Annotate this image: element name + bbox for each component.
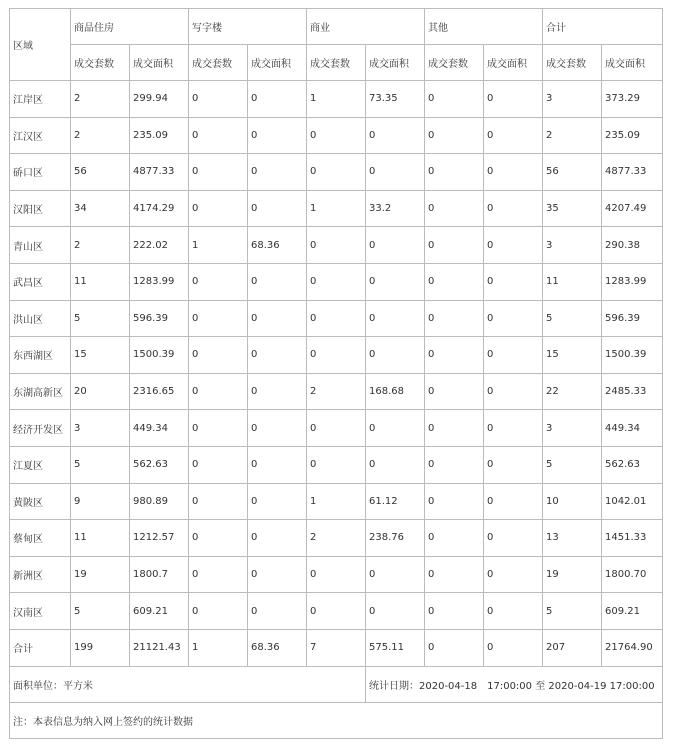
cell: 35 bbox=[543, 190, 602, 227]
cell: 0 bbox=[484, 483, 543, 520]
cell: 0 bbox=[248, 446, 307, 483]
cell: 5 bbox=[543, 446, 602, 483]
cell: 2 bbox=[543, 117, 602, 154]
header-row-groups bbox=[10, 9, 663, 45]
group-header-residential: 商品住房 bbox=[71, 9, 189, 45]
region-name: 汉阳区 bbox=[10, 190, 71, 227]
cell: 3 bbox=[543, 410, 602, 447]
cell: 2 bbox=[71, 117, 130, 154]
cell: 596.39 bbox=[130, 300, 189, 337]
cell: 0 bbox=[248, 154, 307, 191]
cell: 0 bbox=[189, 593, 248, 630]
cell: 2 bbox=[71, 81, 130, 118]
region-header: 区域 bbox=[10, 9, 71, 81]
cell: 235.09 bbox=[130, 117, 189, 154]
cell: 0 bbox=[189, 410, 248, 447]
cell: 0 bbox=[425, 483, 484, 520]
cell: 4877.33 bbox=[602, 154, 663, 191]
cell: 0 bbox=[307, 117, 366, 154]
subheader-area: 成交面积 bbox=[484, 45, 543, 81]
cell: 0 bbox=[366, 337, 425, 374]
cell: 1283.99 bbox=[130, 263, 189, 300]
cell: 0 bbox=[425, 227, 484, 264]
cell: 7 bbox=[307, 629, 366, 666]
region-name: 江岸区 bbox=[10, 81, 71, 118]
cell: 0 bbox=[484, 154, 543, 191]
cell: 0 bbox=[366, 556, 425, 593]
cell: 22 bbox=[543, 373, 602, 410]
cell: 9 bbox=[71, 483, 130, 520]
cell: 609.21 bbox=[602, 593, 663, 630]
table-row bbox=[10, 227, 663, 264]
cell: 0 bbox=[307, 337, 366, 374]
group-header-office: 写字楼 bbox=[189, 9, 307, 45]
cell: 0 bbox=[425, 446, 484, 483]
table-row bbox=[10, 154, 663, 191]
cell: 0 bbox=[425, 81, 484, 118]
cell: 3 bbox=[543, 227, 602, 264]
cell: 1 bbox=[189, 227, 248, 264]
cell: 3 bbox=[543, 81, 602, 118]
cell: 0 bbox=[484, 593, 543, 630]
cell: 168.68 bbox=[366, 373, 425, 410]
cell: 0 bbox=[484, 556, 543, 593]
cell: 449.34 bbox=[130, 410, 189, 447]
cell: 0 bbox=[425, 520, 484, 557]
cell: 2 bbox=[71, 227, 130, 264]
area-unit-note: 面积单位：平方米 bbox=[10, 666, 366, 702]
cell: 0 bbox=[248, 556, 307, 593]
table-row bbox=[10, 593, 663, 630]
total-label: 合计 bbox=[10, 629, 71, 666]
footer-row bbox=[10, 666, 663, 702]
cell: 0 bbox=[189, 190, 248, 227]
cell: 222.02 bbox=[130, 227, 189, 264]
cell: 0 bbox=[366, 593, 425, 630]
group-header-total: 合计 bbox=[543, 9, 663, 45]
cell: 0 bbox=[189, 81, 248, 118]
cell: 5 bbox=[543, 300, 602, 337]
cell: 0 bbox=[484, 373, 543, 410]
cell: 56 bbox=[543, 154, 602, 191]
cell: 0 bbox=[484, 117, 543, 154]
region-name: 经济开发区 bbox=[10, 410, 71, 447]
region-name: 新洲区 bbox=[10, 556, 71, 593]
region-name: 洪山区 bbox=[10, 300, 71, 337]
cell: 0 bbox=[189, 446, 248, 483]
cell: 0 bbox=[484, 190, 543, 227]
region-name: 东西湖区 bbox=[10, 337, 71, 374]
cell: 56 bbox=[71, 154, 130, 191]
cell: 0 bbox=[425, 556, 484, 593]
cell: 0 bbox=[189, 337, 248, 374]
subheader-area: 成交面积 bbox=[248, 45, 307, 81]
cell: 0 bbox=[248, 520, 307, 557]
cell: 238.76 bbox=[366, 520, 425, 557]
region-name: 青山区 bbox=[10, 227, 71, 264]
cell: 0 bbox=[425, 629, 484, 666]
cell: 4877.33 bbox=[130, 154, 189, 191]
note-row bbox=[10, 702, 663, 738]
cell: 299.94 bbox=[130, 81, 189, 118]
cell: 0 bbox=[425, 410, 484, 447]
subheader-count: 成交套数 bbox=[189, 45, 248, 81]
cell: 0 bbox=[425, 117, 484, 154]
cell: 0 bbox=[366, 227, 425, 264]
cell: 2316.65 bbox=[130, 373, 189, 410]
cell: 1 bbox=[189, 629, 248, 666]
cell: 0 bbox=[307, 593, 366, 630]
cell: 1 bbox=[307, 483, 366, 520]
table-row bbox=[10, 337, 663, 374]
cell: 0 bbox=[484, 81, 543, 118]
region-name: 硚口区 bbox=[10, 154, 71, 191]
cell: 0 bbox=[307, 227, 366, 264]
cell: 0 bbox=[307, 300, 366, 337]
cell: 73.35 bbox=[366, 81, 425, 118]
subheader-area: 成交面积 bbox=[366, 45, 425, 81]
cell: 21121.43 bbox=[130, 629, 189, 666]
cell: 0 bbox=[425, 154, 484, 191]
stat-date: 统计日期：2020-04-18 17:00:00 至 2020-04-19 17:00:00 bbox=[366, 666, 663, 702]
cell: 0 bbox=[248, 300, 307, 337]
cell: 0 bbox=[189, 373, 248, 410]
table-row bbox=[10, 483, 663, 520]
cell: 4174.29 bbox=[130, 190, 189, 227]
cell: 0 bbox=[307, 556, 366, 593]
cell: 15 bbox=[543, 337, 602, 374]
cell: 1 bbox=[307, 81, 366, 118]
cell: 0 bbox=[189, 263, 248, 300]
cell: 3 bbox=[71, 410, 130, 447]
cell: 562.63 bbox=[130, 446, 189, 483]
cell: 0 bbox=[425, 337, 484, 374]
group-header-commercial: 商业 bbox=[307, 9, 425, 45]
cell: 0 bbox=[307, 263, 366, 300]
cell: 0 bbox=[366, 410, 425, 447]
cell: 1500.39 bbox=[130, 337, 189, 374]
cell: 0 bbox=[484, 520, 543, 557]
cell: 0 bbox=[248, 373, 307, 410]
cell: 19 bbox=[71, 556, 130, 593]
table-row bbox=[10, 410, 663, 447]
region-name: 武昌区 bbox=[10, 263, 71, 300]
subheader-count: 成交套数 bbox=[425, 45, 484, 81]
region-name: 蔡甸区 bbox=[10, 520, 71, 557]
cell: 0 bbox=[425, 373, 484, 410]
cell: 0 bbox=[248, 593, 307, 630]
cell: 0 bbox=[307, 410, 366, 447]
cell: 575.11 bbox=[366, 629, 425, 666]
cell: 0 bbox=[248, 190, 307, 227]
cell: 1212.57 bbox=[130, 520, 189, 557]
subheader-area: 成交面积 bbox=[602, 45, 663, 81]
cell: 0 bbox=[248, 337, 307, 374]
cell: 1 bbox=[307, 190, 366, 227]
header-row-sub bbox=[10, 45, 663, 81]
cell: 0 bbox=[248, 483, 307, 520]
cell: 0 bbox=[366, 263, 425, 300]
cell: 0 bbox=[307, 446, 366, 483]
subheader-count: 成交套数 bbox=[71, 45, 130, 81]
cell: 0 bbox=[484, 227, 543, 264]
cell: 0 bbox=[366, 154, 425, 191]
region-name: 黄陂区 bbox=[10, 483, 71, 520]
cell: 562.63 bbox=[602, 446, 663, 483]
cell: 5 bbox=[71, 300, 130, 337]
table-row bbox=[10, 373, 663, 410]
cell: 68.36 bbox=[248, 629, 307, 666]
cell: 5 bbox=[543, 593, 602, 630]
cell: 21764.90 bbox=[602, 629, 663, 666]
cell: 19 bbox=[543, 556, 602, 593]
cell: 0 bbox=[425, 593, 484, 630]
subheader-count: 成交套数 bbox=[307, 45, 366, 81]
cell: 0 bbox=[366, 446, 425, 483]
table-row bbox=[10, 520, 663, 557]
cell: 1800.70 bbox=[602, 556, 663, 593]
table-row bbox=[10, 263, 663, 300]
table-row bbox=[10, 81, 663, 118]
cell: 15 bbox=[71, 337, 130, 374]
cell: 0 bbox=[248, 263, 307, 300]
cell: 449.34 bbox=[602, 410, 663, 447]
cell: 0 bbox=[248, 117, 307, 154]
region-name: 汉南区 bbox=[10, 593, 71, 630]
cell: 0 bbox=[307, 154, 366, 191]
cell: 0 bbox=[189, 154, 248, 191]
cell: 13 bbox=[543, 520, 602, 557]
cell: 5 bbox=[71, 593, 130, 630]
cell: 2 bbox=[307, 520, 366, 557]
cell: 11 bbox=[543, 263, 602, 300]
cell: 290.38 bbox=[602, 227, 663, 264]
cell: 0 bbox=[484, 263, 543, 300]
cell: 0 bbox=[484, 300, 543, 337]
cell: 1800.7 bbox=[130, 556, 189, 593]
group-header-other: 其他 bbox=[425, 9, 543, 45]
subheader-count: 成交套数 bbox=[543, 45, 602, 81]
cell: 0 bbox=[484, 337, 543, 374]
cell: 235.09 bbox=[602, 117, 663, 154]
table-note: 注：本表信息为纳入网上签约的统计数据 bbox=[10, 702, 663, 738]
cell: 0 bbox=[189, 300, 248, 337]
cell: 68.36 bbox=[248, 227, 307, 264]
cell: 1451.33 bbox=[602, 520, 663, 557]
cell: 0 bbox=[189, 483, 248, 520]
table-row bbox=[10, 300, 663, 337]
cell: 2 bbox=[307, 373, 366, 410]
cell: 11 bbox=[71, 263, 130, 300]
cell: 1042.01 bbox=[602, 483, 663, 520]
table-row bbox=[10, 117, 663, 154]
cell: 0 bbox=[248, 81, 307, 118]
cell: 0 bbox=[484, 629, 543, 666]
subheader-area: 成交面积 bbox=[130, 45, 189, 81]
region-name: 江汉区 bbox=[10, 117, 71, 154]
cell: 4207.49 bbox=[602, 190, 663, 227]
cell: 373.29 bbox=[602, 81, 663, 118]
table-row bbox=[10, 446, 663, 483]
total-row bbox=[10, 629, 663, 666]
region-name: 东湖高新区 bbox=[10, 373, 71, 410]
cell: 980.89 bbox=[130, 483, 189, 520]
cell: 5 bbox=[71, 446, 130, 483]
cell: 11 bbox=[71, 520, 130, 557]
cell: 0 bbox=[484, 410, 543, 447]
cell: 609.21 bbox=[130, 593, 189, 630]
cell: 0 bbox=[425, 300, 484, 337]
table-row bbox=[10, 556, 663, 593]
cell: 33.2 bbox=[366, 190, 425, 227]
cell: 34 bbox=[71, 190, 130, 227]
cell: 61.12 bbox=[366, 483, 425, 520]
cell: 0 bbox=[425, 263, 484, 300]
cell: 0 bbox=[189, 520, 248, 557]
cell: 2485.33 bbox=[602, 373, 663, 410]
cell: 1500.39 bbox=[602, 337, 663, 374]
cell: 10 bbox=[543, 483, 602, 520]
cell: 207 bbox=[543, 629, 602, 666]
cell: 199 bbox=[71, 629, 130, 666]
cell: 0 bbox=[189, 117, 248, 154]
cell: 596.39 bbox=[602, 300, 663, 337]
cell: 1283.99 bbox=[602, 263, 663, 300]
cell: 0 bbox=[484, 446, 543, 483]
cell: 0 bbox=[366, 117, 425, 154]
housing-transaction-table bbox=[9, 8, 663, 739]
cell: 0 bbox=[425, 190, 484, 227]
region-name: 江夏区 bbox=[10, 446, 71, 483]
table-row bbox=[10, 190, 663, 227]
cell: 0 bbox=[248, 410, 307, 447]
cell: 20 bbox=[71, 373, 130, 410]
cell: 0 bbox=[189, 556, 248, 593]
cell: 0 bbox=[366, 300, 425, 337]
